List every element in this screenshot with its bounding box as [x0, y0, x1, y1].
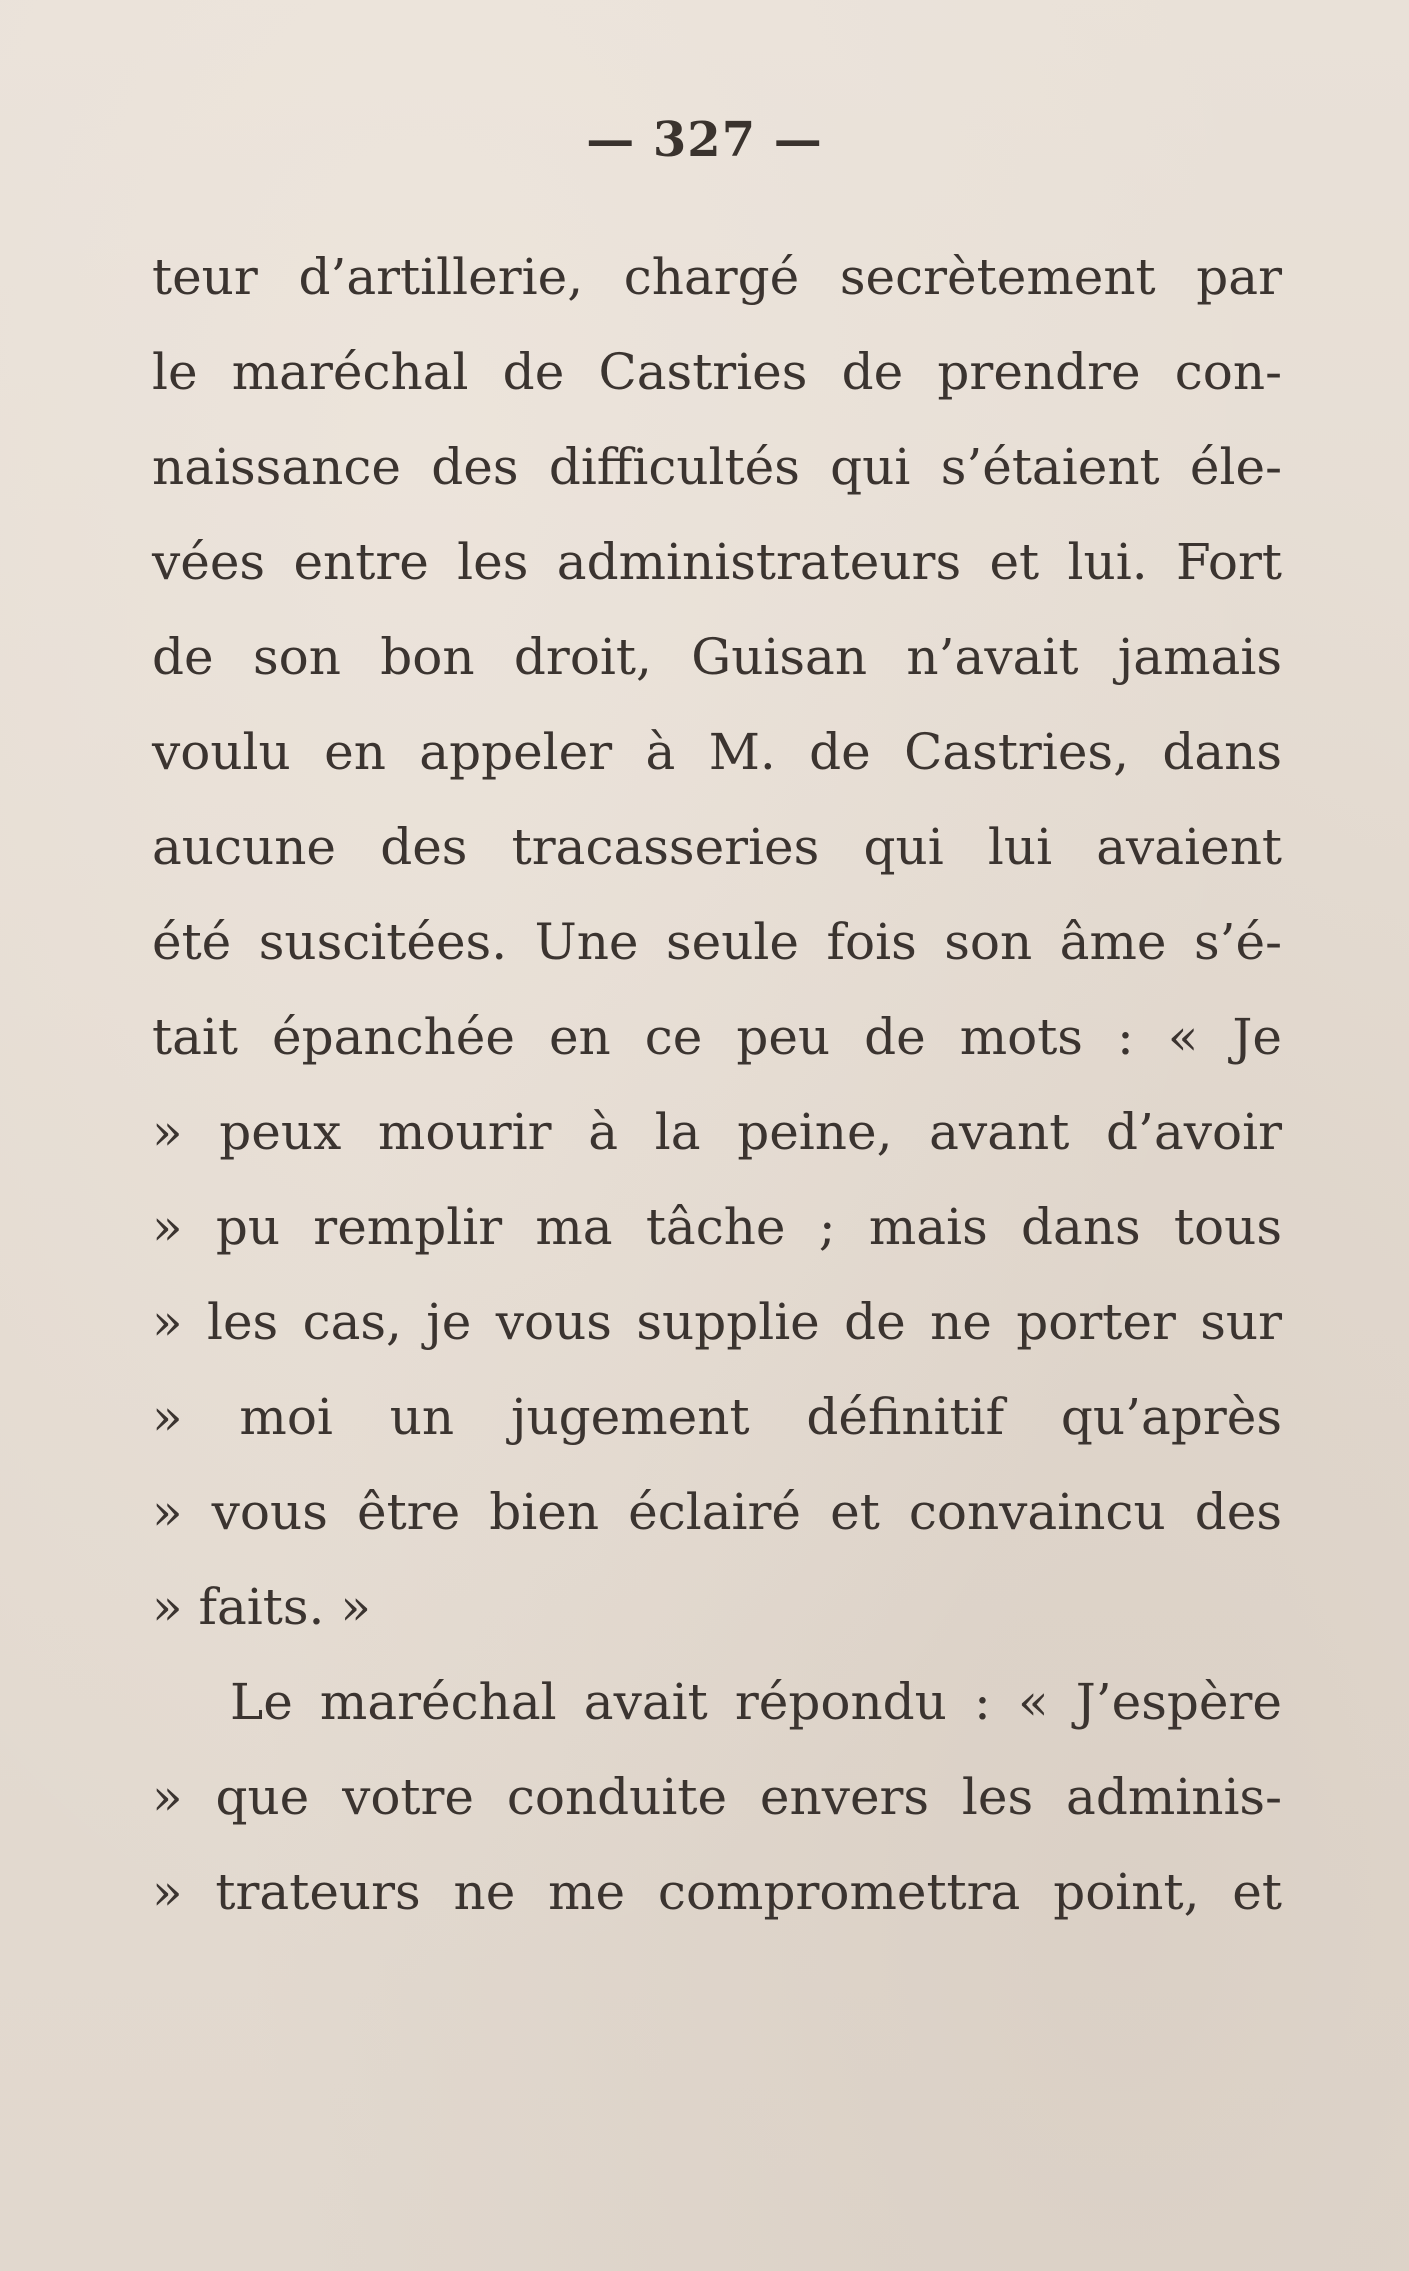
text-line: » moi un jugement définitif qu’après [152, 1388, 1282, 1446]
text-line: » les cas, je vous supplie de ne porter sur [152, 1293, 1282, 1351]
text-line: » pu remplir ma tâche ; mais dans tous [152, 1198, 1282, 1256]
text-line: » vous être bien éclairé et convaincu des [152, 1483, 1282, 1541]
text-line: teur d’artillerie, chargé secrètement par [152, 248, 1282, 306]
page-number: — 327 — [586, 112, 823, 168]
text-line: voulu en appeler à M. de Castries, dans [152, 723, 1282, 781]
text-line: » que votre conduite envers les adminis- [152, 1768, 1282, 1826]
text-line: vées entre les administrateurs et lui. Fort [152, 533, 1282, 591]
text-line: été suscitées. Une seule fois son âme s’é- [152, 913, 1282, 971]
text-line: naissance des difficultés qui s’étaient éle- [152, 438, 1282, 496]
text-line: Le maréchal avait répondu : « J’espère [230, 1673, 1282, 1731]
text-line: » faits. » [152, 1578, 371, 1636]
text-line: » trateurs ne me compromettra point, et [152, 1863, 1282, 1921]
text-line: tait épanchée en ce peu de mots : « Je [152, 1008, 1282, 1066]
text-line: le maréchal de Castries de prendre con- [152, 343, 1282, 401]
text-line: » peux mourir à la peine, avant d’avoir [152, 1103, 1282, 1161]
text-line: aucune des tracasseries qui lui avaient [152, 818, 1282, 876]
text-line: de son bon droit, Guisan n’avait jamais [152, 628, 1282, 686]
body-text [152, 230, 1282, 1940]
